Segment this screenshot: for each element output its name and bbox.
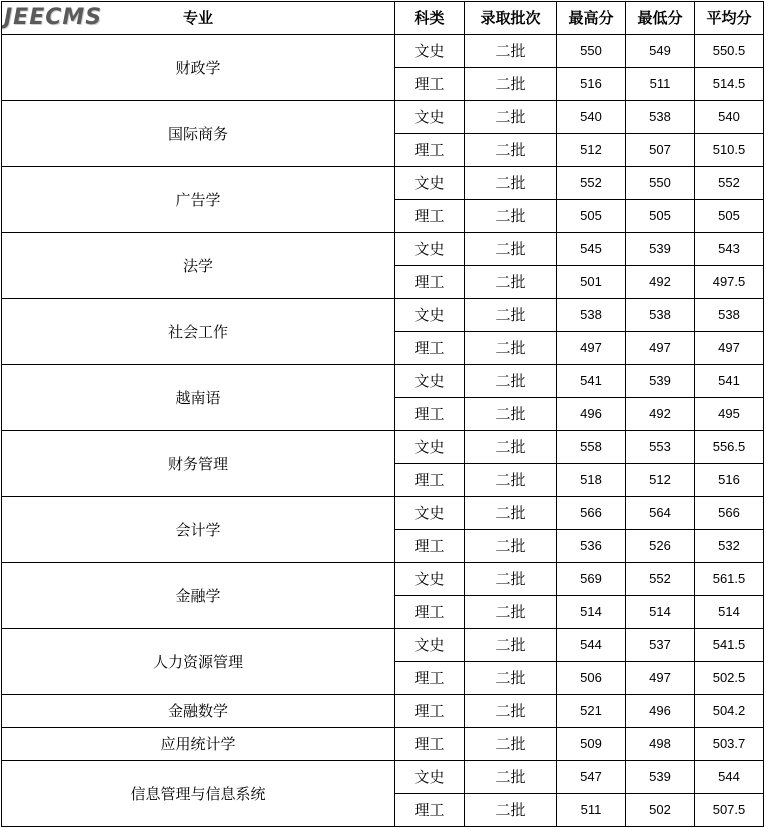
- max-score-cell: 547: [557, 761, 626, 794]
- major-name-cell: 法学: [2, 233, 395, 299]
- batch-cell: 二批: [465, 794, 557, 827]
- batch-cell: 二批: [465, 200, 557, 233]
- min-score-cell: 502: [626, 794, 695, 827]
- category-cell: 文史: [395, 167, 465, 200]
- min-score-cell: 498: [626, 728, 695, 761]
- category-cell: 文史: [395, 431, 465, 464]
- jeecms-watermark-logo: JEECMS: [4, 5, 103, 30]
- batch-cell: 二批: [465, 233, 557, 266]
- major-name-cell: 金融学: [2, 563, 395, 629]
- batch-cell: 二批: [465, 728, 557, 761]
- min-score-cell: 549: [626, 35, 695, 68]
- category-cell: 文史: [395, 629, 465, 662]
- major-name-cell: 金融数学: [2, 695, 395, 728]
- avg-score-cell: 516: [695, 464, 764, 497]
- batch-cell: 二批: [465, 761, 557, 794]
- category-cell: 理工: [395, 530, 465, 563]
- max-score-cell: 518: [557, 464, 626, 497]
- major-name-cell: 财政学: [2, 35, 395, 101]
- category-cell: 理工: [395, 794, 465, 827]
- max-score-cell: 550: [557, 35, 626, 68]
- max-score-cell: 497: [557, 332, 626, 365]
- table-row: [2, 299, 764, 332]
- avg-score-cell: 550.5: [695, 35, 764, 68]
- avg-score-cell: 514: [695, 596, 764, 629]
- batch-cell: 二批: [465, 299, 557, 332]
- batch-cell: 二批: [465, 332, 557, 365]
- table-row: [2, 761, 764, 794]
- table-header-row: [2, 2, 764, 35]
- table-row: [2, 695, 764, 728]
- avg-score-cell: 543: [695, 233, 764, 266]
- category-cell: 文史: [395, 299, 465, 332]
- category-cell: 理工: [395, 332, 465, 365]
- avg-score-cell: 538: [695, 299, 764, 332]
- major-name-cell: 应用统计学: [2, 728, 395, 761]
- table-row: [2, 728, 764, 761]
- min-score-cell: 539: [626, 365, 695, 398]
- min-score-cell: 492: [626, 398, 695, 431]
- category-cell: 理工: [395, 266, 465, 299]
- max-score-cell: 506: [557, 662, 626, 695]
- min-score-cell: 564: [626, 497, 695, 530]
- max-score-cell: 509: [557, 728, 626, 761]
- max-score-cell: 544: [557, 629, 626, 662]
- batch-cell: 二批: [465, 497, 557, 530]
- avg-score-cell: 552: [695, 167, 764, 200]
- max-score-cell: 516: [557, 68, 626, 101]
- batch-cell: 二批: [465, 365, 557, 398]
- max-score-cell: 569: [557, 563, 626, 596]
- category-cell: 文史: [395, 101, 465, 134]
- max-score-cell: 545: [557, 233, 626, 266]
- avg-score-cell: 541: [695, 365, 764, 398]
- min-score-cell: 538: [626, 299, 695, 332]
- max-score-cell: 558: [557, 431, 626, 464]
- batch-cell: 二批: [465, 530, 557, 563]
- max-score-cell: 501: [557, 266, 626, 299]
- min-score-cell: 497: [626, 332, 695, 365]
- avg-score-cell: 556.5: [695, 431, 764, 464]
- min-score-cell: 507: [626, 134, 695, 167]
- min-score-cell: 550: [626, 167, 695, 200]
- min-score-cell: 497: [626, 662, 695, 695]
- avg-score-cell: 540: [695, 101, 764, 134]
- table-body: [2, 35, 764, 827]
- max-score-cell: 511: [557, 794, 626, 827]
- table-row: [2, 101, 764, 134]
- header-avg-score: 平均分: [695, 2, 764, 35]
- max-score-cell: 514: [557, 596, 626, 629]
- avg-score-cell: 503.7: [695, 728, 764, 761]
- min-score-cell: 496: [626, 695, 695, 728]
- batch-cell: 二批: [465, 629, 557, 662]
- min-score-cell: 512: [626, 464, 695, 497]
- admission-scores-table: [1, 1, 764, 827]
- batch-cell: 二批: [465, 596, 557, 629]
- table-row: [2, 365, 764, 398]
- major-name-cell: 人力资源管理: [2, 629, 395, 695]
- avg-score-cell: 495: [695, 398, 764, 431]
- max-score-cell: 512: [557, 134, 626, 167]
- max-score-cell: 540: [557, 101, 626, 134]
- batch-cell: 二批: [465, 563, 557, 596]
- avg-score-cell: 544: [695, 761, 764, 794]
- min-score-cell: 492: [626, 266, 695, 299]
- avg-score-cell: 514.5: [695, 68, 764, 101]
- max-score-cell: 552: [557, 167, 626, 200]
- max-score-cell: 496: [557, 398, 626, 431]
- category-cell: 理工: [395, 728, 465, 761]
- major-name-cell: 广告学: [2, 167, 395, 233]
- table-row: [2, 35, 764, 68]
- avg-score-cell: 561.5: [695, 563, 764, 596]
- table-row: [2, 167, 764, 200]
- max-score-cell: 521: [557, 695, 626, 728]
- category-cell: 文史: [395, 365, 465, 398]
- batch-cell: 二批: [465, 167, 557, 200]
- batch-cell: 二批: [465, 35, 557, 68]
- batch-cell: 二批: [465, 398, 557, 431]
- max-score-cell: 538: [557, 299, 626, 332]
- major-name-cell: 社会工作: [2, 299, 395, 365]
- table-row: [2, 563, 764, 596]
- batch-cell: 二批: [465, 68, 557, 101]
- major-name-cell: 会计学: [2, 497, 395, 563]
- major-name-cell: 信息管理与信息系统: [2, 761, 395, 827]
- avg-score-cell: 507.5: [695, 794, 764, 827]
- category-cell: 文史: [395, 563, 465, 596]
- avg-score-cell: 497: [695, 332, 764, 365]
- max-score-cell: 541: [557, 365, 626, 398]
- table-row: [2, 233, 764, 266]
- avg-score-cell: 541.5: [695, 629, 764, 662]
- avg-score-cell: 566: [695, 497, 764, 530]
- category-cell: 理工: [395, 134, 465, 167]
- header-min-score: 最低分: [626, 2, 695, 35]
- major-name-cell: 国际商务: [2, 101, 395, 167]
- header-batch: 录取批次: [465, 2, 557, 35]
- batch-cell: 二批: [465, 464, 557, 497]
- header-major: [2, 2, 395, 35]
- category-cell: 理工: [395, 662, 465, 695]
- table-row: [2, 497, 764, 530]
- min-score-cell: 526: [626, 530, 695, 563]
- category-cell: 理工: [395, 464, 465, 497]
- table-row: [2, 431, 764, 464]
- min-score-cell: 537: [626, 629, 695, 662]
- header-max-score: 最高分: [557, 2, 626, 35]
- category-cell: 理工: [395, 200, 465, 233]
- header-major-label: 专业: [182, 9, 213, 27]
- avg-score-cell: 532: [695, 530, 764, 563]
- batch-cell: 二批: [465, 134, 557, 167]
- major-name-cell: 越南语: [2, 365, 395, 431]
- category-cell: 理工: [395, 68, 465, 101]
- batch-cell: 二批: [465, 266, 557, 299]
- min-score-cell: 539: [626, 761, 695, 794]
- min-score-cell: 505: [626, 200, 695, 233]
- table-row: [2, 629, 764, 662]
- category-cell: 文史: [395, 35, 465, 68]
- max-score-cell: 566: [557, 497, 626, 530]
- avg-score-cell: 497.5: [695, 266, 764, 299]
- batch-cell: 二批: [465, 431, 557, 464]
- max-score-cell: 536: [557, 530, 626, 563]
- batch-cell: 二批: [465, 695, 557, 728]
- header-category: 科类: [395, 2, 465, 35]
- avg-score-cell: 502.5: [695, 662, 764, 695]
- major-name-cell: 财务管理: [2, 431, 395, 497]
- category-cell: 理工: [395, 695, 465, 728]
- min-score-cell: 538: [626, 101, 695, 134]
- category-cell: 文史: [395, 497, 465, 530]
- min-score-cell: 553: [626, 431, 695, 464]
- min-score-cell: 514: [626, 596, 695, 629]
- category-cell: 理工: [395, 398, 465, 431]
- avg-score-cell: 504.2: [695, 695, 764, 728]
- category-cell: 文史: [395, 233, 465, 266]
- min-score-cell: 511: [626, 68, 695, 101]
- min-score-cell: 552: [626, 563, 695, 596]
- avg-score-cell: 510.5: [695, 134, 764, 167]
- min-score-cell: 539: [626, 233, 695, 266]
- avg-score-cell: 505: [695, 200, 764, 233]
- category-cell: 文史: [395, 761, 465, 794]
- max-score-cell: 505: [557, 200, 626, 233]
- batch-cell: 二批: [465, 101, 557, 134]
- batch-cell: 二批: [465, 662, 557, 695]
- category-cell: 理工: [395, 596, 465, 629]
